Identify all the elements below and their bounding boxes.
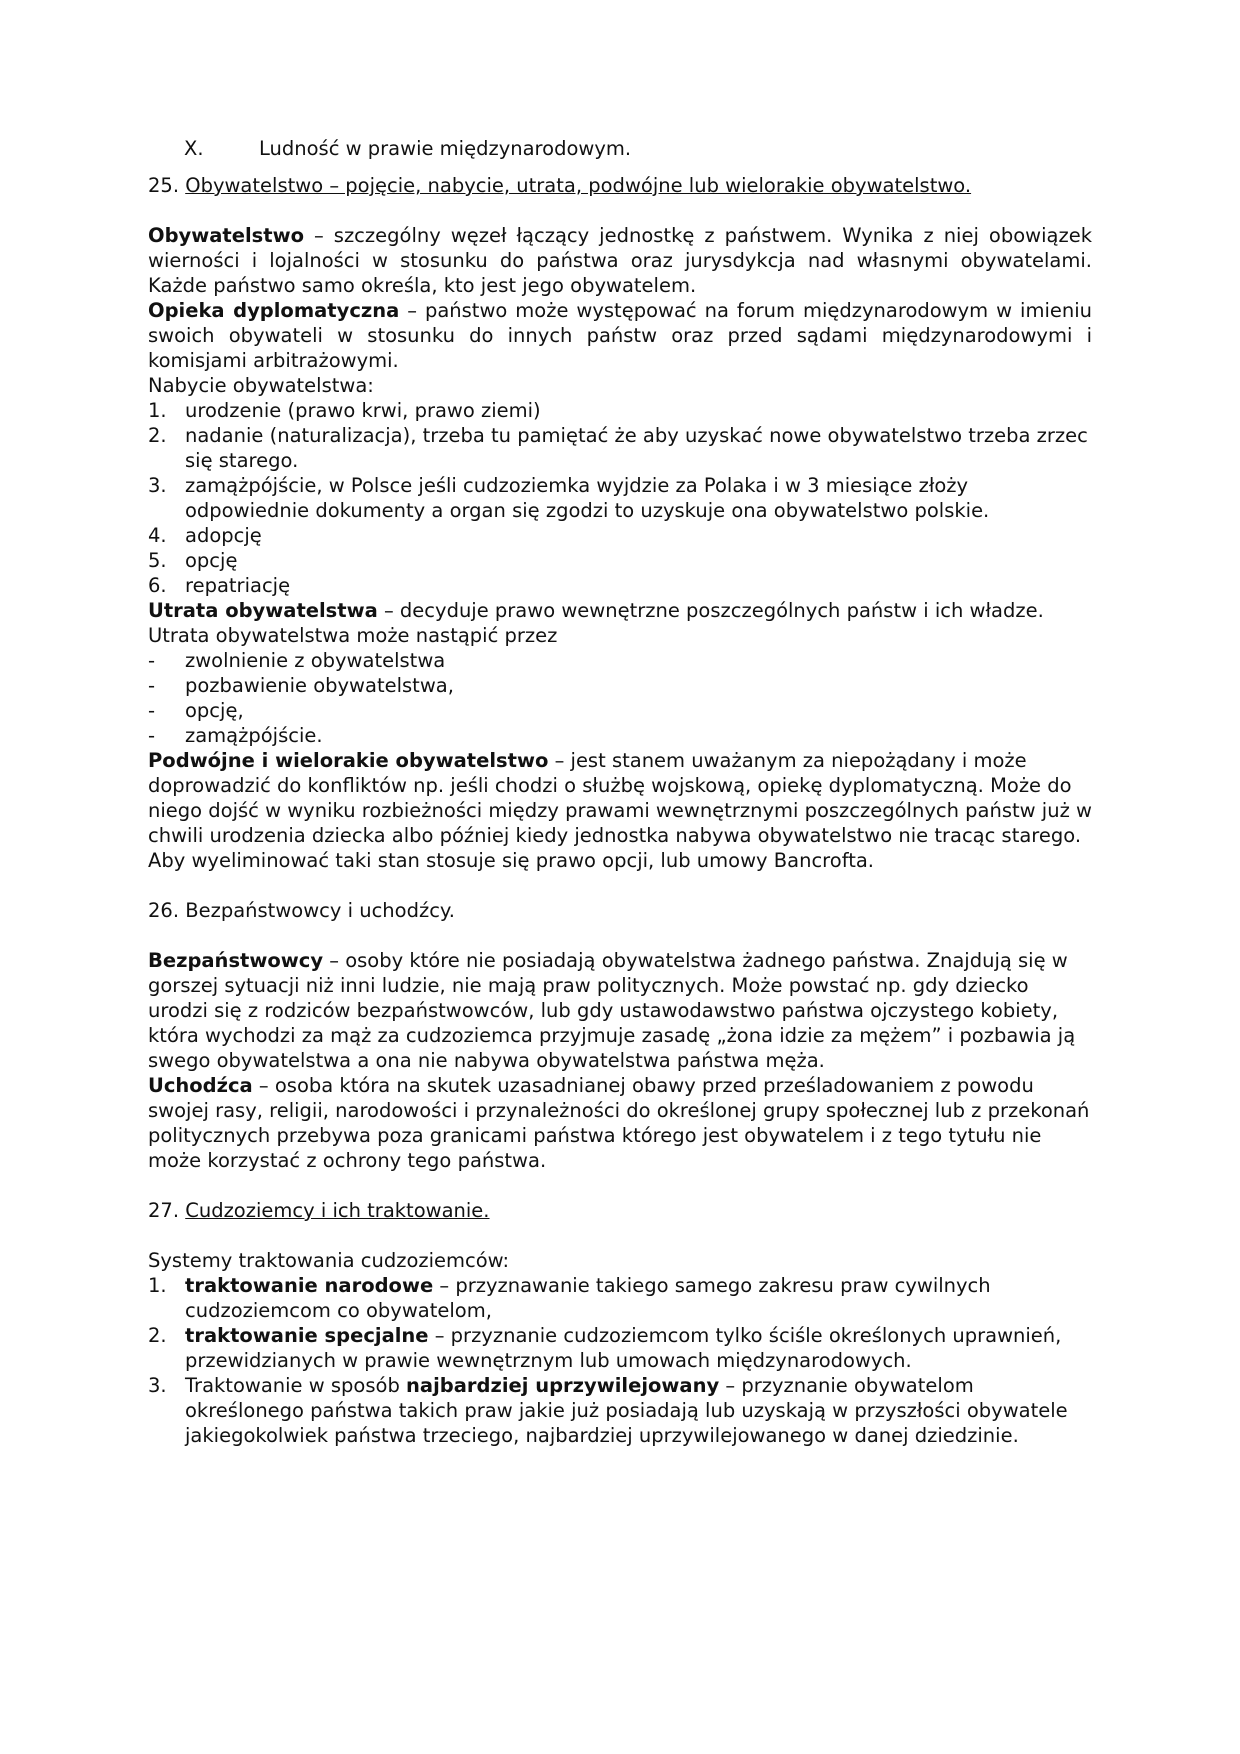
- list-number: 3.: [148, 474, 167, 497]
- dash-marker: -: [148, 649, 156, 672]
- stateless-text: – osoby które nie posiadają obywatelstwa żadnego państwa. Znajdują się w gorszej sytuacji niż inni ludzie, nie mają praw politycznych. Może powstać np. gdy dziecko urodzi się z rodziców bezpaństwowców, lub gdy ustawodawstwo państwa ojczystego kobiety, która wychodzi za mąż za cudzoziemca przyjmuje zasadę „żona idzie za mężem” i pozbawia ją swego obywatelstwa a ona nie nabywa obywatelstwa państwa męża.: [148, 949, 1076, 1072]
- list-item: [148, 1323, 1092, 1373]
- treatment-systems-label: Systemy traktowania cudzoziemców:: [148, 1249, 510, 1272]
- list-text: [185, 1373, 1092, 1448]
- list-item: [148, 698, 1092, 723]
- list-text: repatriację: [185, 574, 291, 597]
- section-26-title: Bezpaństwowcy i uchodźcy.: [185, 899, 455, 922]
- diplomatic-care-definition: [148, 298, 1092, 373]
- term-stateless: Bezpaństwowcy: [148, 949, 324, 972]
- section-26-heading: [148, 898, 1092, 923]
- section-27-title: Cudzoziemcy i ich traktowanie.: [185, 1199, 490, 1222]
- refugee-definition: [148, 1073, 1092, 1173]
- list-item: [148, 423, 1092, 473]
- list-number: 5.: [148, 549, 167, 572]
- item-term: traktowanie specjalne: [185, 1324, 429, 1347]
- loss-text: – decyduje prawo wewnętrzne poszczególnych państw i ich władze. Utrata obywatelstwa może nastąpić przez: [148, 599, 1044, 647]
- list-item: [148, 648, 1092, 673]
- section-25-number: 25.: [148, 174, 180, 197]
- list-number: 2.: [148, 424, 167, 447]
- list-number: 4.: [148, 524, 167, 547]
- dash-marker: -: [148, 674, 156, 697]
- list-item: [148, 523, 1092, 548]
- item-description: – przyznanie obywatelom określonego państwa takich praw jakie już posiadają lub uzyskają w przyszłości obywatele jakiegokolwiek państwa trzeciego, najbardziej uprzywilejowanego w danej dziedzinie.: [185, 1374, 1068, 1447]
- dash-marker: -: [148, 724, 156, 747]
- term-refugee: Uchodźca: [148, 1074, 253, 1097]
- section-27-number: 27.: [148, 1199, 180, 1222]
- list-item: [148, 398, 1092, 423]
- list-item: [148, 1373, 1092, 1448]
- term-loss: Utrata obywatelstwa: [148, 599, 378, 622]
- citizenship-definition: [148, 223, 1092, 298]
- item-description: – przyznanie cudzoziemcom tylko ściśle określonych uprawnień, przewidzianych w prawie wewnętrznym lub umowach międzynarodowych.: [185, 1324, 1062, 1372]
- list-item: [148, 673, 1092, 698]
- term-citizenship: Obywatelstwo: [148, 224, 304, 247]
- item-description: – przyznawanie takiego samego zakresu praw cywilnych cudzoziemcom co obywatelom,: [185, 1274, 991, 1322]
- section-25-heading: [148, 173, 1092, 198]
- list-item: [148, 1273, 1092, 1323]
- list-text: zamążpójście.: [185, 724, 323, 747]
- document-page: [148, 136, 1092, 1448]
- section-27-heading: [148, 1198, 1092, 1223]
- list-text: [185, 1273, 1092, 1323]
- section-26-number: 26.: [148, 899, 180, 922]
- list-number: 2.: [148, 1324, 167, 1347]
- citizenship-text: – szczególny węzeł łączący jednostkę z państwem. Wynika z niej obowiązek wierności i lojalności w stosunku do państwa oraz jurysdykcja nad własnymi obywatelami. Każde państwo samo określa, kto jest jego obywatelem.: [148, 224, 1092, 297]
- loss-list: [148, 648, 1092, 748]
- refugee-text: – osoba która na skutek uzasadnianej obawy przed prześladowaniem z powodu swojej rasy, religii, narodowości i przynależności do określonej grupy społecznej lub z przekonań politycznych przebywa poza granicami państwa którego jest obywatelem i z tego tytułu nie może korzystać z ochrony tego państwa.: [148, 1074, 1090, 1172]
- list-text: [185, 1323, 1092, 1373]
- chapter-numeral: X.: [184, 137, 204, 160]
- diplomatic-care-text: – państwo może występować na forum międzynarodowym w imieniu swoich obywateli w stosunku do innych państw oraz przed sądami międzynarodowymi i komisjami arbitrażowymi.: [148, 299, 1092, 372]
- dash-marker: -: [148, 699, 156, 722]
- dual-citizenship-definition: [148, 748, 1092, 873]
- list-number: 1.: [148, 1274, 167, 1297]
- list-item: [148, 473, 1092, 523]
- acquisition-list: [148, 398, 1092, 598]
- stateless-definition: [148, 948, 1092, 1073]
- list-text: pozbawienie obywatelstwa,: [185, 674, 454, 697]
- list-item: [148, 723, 1092, 748]
- list-text: nadanie (naturalizacja), trzeba tu pamiętać że aby uzyskać nowe obywatelstwo trzeba zrzec się starego.: [185, 424, 1088, 472]
- item-prefix: Traktowanie w sposób: [185, 1374, 407, 1397]
- list-text: opcję: [185, 549, 238, 572]
- section-25-title: Obywatelstwo – pojęcie, nabycie, utrata, podwójne lub wielorakie obywatelstwo.: [185, 174, 972, 197]
- list-item: [148, 548, 1092, 573]
- list-text: zamążpójście, w Polsce jeśli cudzoziemka wyjdzie za Polaka i w 3 miesiące złoży odpowiednie dokumenty a organ się zgodzi to uzyskuje ona obywatelstwo polskie.: [185, 474, 990, 522]
- loss-definition: [148, 598, 1092, 648]
- list-number: 1.: [148, 399, 167, 422]
- term-diplomatic-care: Opieka dyplomatyczna: [148, 299, 400, 322]
- treatment-list: [148, 1273, 1092, 1448]
- dual-citizenship-text: – jest stanem uważanym za niepożądany i może doprowadzić do konfliktów np. jeśli chodzi o służbę wojskową, opiekę dyplomatyczną. Może do niego dojść w wyniku rozbieżności między prawami wewnętrznymi poszczególnych państw już w chwili urodzenia dziecka albo później kiedy jednostka nabywa obywatelstwo nie tracąc starego. Aby wyeliminować taki stan stosuje się prawo opcji, lub umowy Bancrofta.: [148, 749, 1092, 872]
- list-text: adopcję: [185, 524, 262, 547]
- item-term: traktowanie narodowe: [185, 1274, 434, 1297]
- list-number: 3.: [148, 1374, 167, 1397]
- list-text: urodzenie (prawo krwi, prawo ziemi): [185, 399, 541, 422]
- list-text: opcję,: [185, 699, 244, 722]
- list-item: [148, 573, 1092, 598]
- term-dual-citizenship: Podwójne i wielorakie obywatelstwo: [148, 749, 549, 772]
- acquisition-label: Nabycie obywatelstwa:: [148, 374, 374, 397]
- item-term: najbardziej uprzywilejowany: [406, 1374, 720, 1397]
- chapter-heading: [148, 136, 1092, 161]
- list-text: zwolnienie z obywatelstwa: [185, 649, 446, 672]
- chapter-title: Ludność w prawie międzynarodowym.: [259, 137, 632, 160]
- list-number: 6.: [148, 574, 167, 597]
